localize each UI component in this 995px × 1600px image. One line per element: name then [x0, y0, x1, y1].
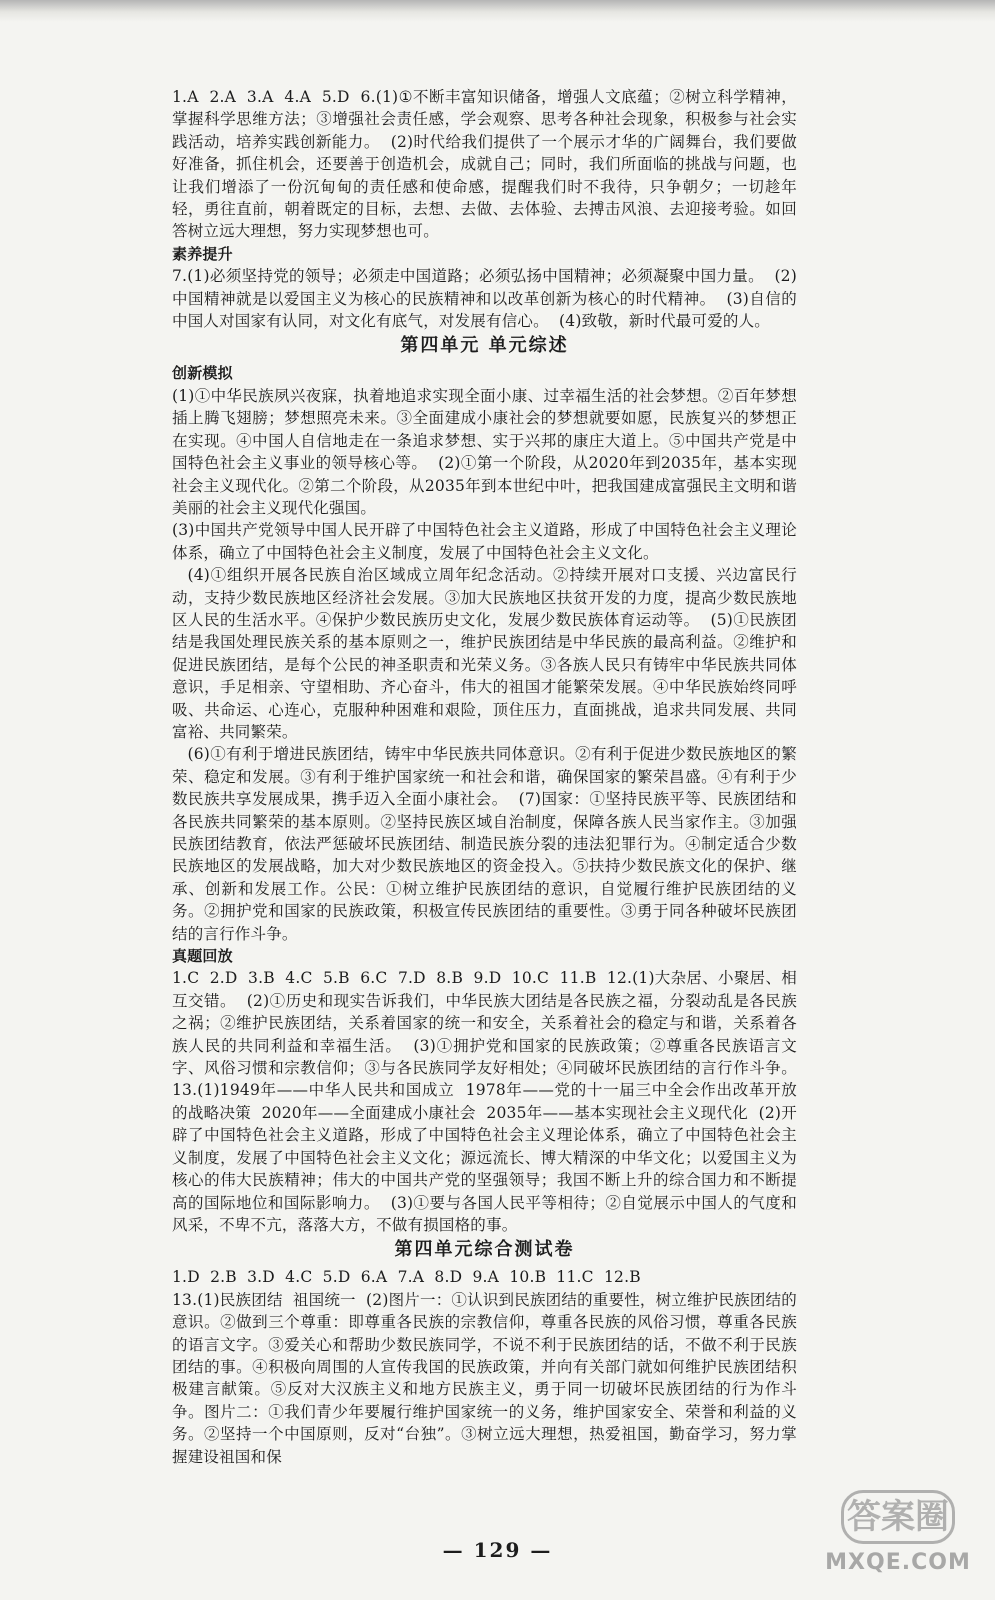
subheading-zhenti: 真题回放 — [172, 947, 233, 966]
section-title-unit4-test: 第四单元综合测试卷 — [394, 1239, 575, 1261]
subheading-chuangxin: 创新模拟 — [172, 364, 233, 383]
paragraph: (6)①有利于增进民族团结，铸牢中华民族共同体意识。②有利于促进少数民族地区的繁荣、稳定和发展。③有利于维护国家统一和社会和谐，确保国家的繁荣昌盛。④有利于少数民族共享发展成果，携手迈入全面小康社会。 (7)国家：①坚持民族平等、民族团结和各民族共同繁荣的基本原则。②坚持民族区域自治制度，保障各族人民当家作主。③加强民族团结教育，依法严惩破坏民族团结、制造民族分裂的违法犯罪行为。④制定适合少数民族地区的发展战略，加大对少数民族地区的资金投入。⑤扶持少数民族文化的保护、继承、创新和发展工作。公民：①树立维护民族团结的意识，自觉履行维护民族团结的义务。②拥护党和国家的民族政策，积极宣传民族团结的重要性。③勇于同各种破坏民族团结的言行作斗争。 — [172, 745, 797, 943]
paragraph: 1.A 2.A 3.A 4.A 5.D 6.(1)①不断丰富知识储备，增强人文底蕴；②树立科学精神，掌握科学思维方法；③增强社会责任感，学会观察、思考各种社会现象，积极参与社会实践活动，培养实践创新能力。 (2)时代给我们提供了一个展示才华的广阔舞台，我们要做好准备，抓住机会，还要善于创造机会，成就自己；同时，我们所面临的挑战与问题，也让我们增添了一份沉甸甸的责任感和使命感，提醒我们时不我待，只争朝夕；一切趁年轻，勇往直前，朝着既定的目标，去想、去做、去体验、去搏击风浪、去迎接考验。如回答树立远大理想，努力实现梦想也可。 — [172, 88, 797, 241]
paragraph: (4)①组织开展各民族自治区域成立周年纪念活动。②持续开展对口支援、兴边富民行动，支持少数民族地区经济社会发展。③加大民族地区扶贫开发的力度，提高少数民族地区人民的生活水平。④保护少数民族历史文化，发展少数民族体育运动等。 (5)①民族团结是我国处理民族关系的基本原则之一，维护民族团结是中华民族的最高利益。②维护和促进民族团结，是每个公民的神圣职责和光荣义务。③各族人民只有铸牢中华民族共同体意识，手足相亲、守望相助、齐心奋斗，伟大的祖国才能繁荣发展。④中华民族始终同呼吸、共命运、心连心，克服种种困难和艰险，顶住压力，直面挑战，追求共同发展、共同富裕、共同繁荣。 — [172, 566, 797, 741]
watermark-url: MXQE.COM — [825, 1550, 971, 1575]
paragraph: 7.(1)必须坚持党的领导；必须走中国道路；必须弘扬中国精神；必须凝聚中国力量。 (2)中国精神就是以爱国主义为核心的民族精神和以改革创新为核心的时代精神。 (3)自信的中国人对国家有认同，对文化有底气，对发展有信心。 (4)致敬，新时代最可爱的人。 — [172, 267, 797, 331]
subheading-suyang: 素养提升 — [172, 244, 233, 263]
paragraph: 1.C 2.D 3.B 4.C 5.B 6.C 7.D 8.B 9.D 10.C 11.B 12.(1)大杂居、小聚居、相互交错。 (2)①历史和现实告诉我们，中华民族大团结是各民族之福，分裂动乱是各民族之祸；②维护民族团结，关系着国家的统一和安全，关系着社会的稳定与和谐，关系着各族人民的共同利益和幸福生活。 (3)①拥护党和国家的民族政策；②尊重各民族语言文字、风俗习惯和宗教信仰；③与各民族同学友好相处；④同破坏民族团结的言行作斗争。 13.(1)1949年——中华人民共和国成立 1978年——党的十一届三中全会作出改革开放的战略决策 2020年——全面建成小康社会 2035年——基本实现社会主义现代化 (2)开辟了中国特色社会主义道路，形成了中国特色社会主义理论体系，确立了中国特色社会主义制度，发展了中国特色社会主义文化；源远流长、博大精深的中华文化；以爱国主义为核心的伟大民族精神；伟大的中国共产党的坚强领导；我国不断上升的综合国力和不断提高的国际地位和国际影响力。 (3)①要与各国人民平等相待；②自觉展示中国人的气度和风采，不卑不亢，落落大方，不做有损国格的事。 — [172, 969, 808, 1234]
paragraph: (1)①中华民族夙兴夜寐，执着地追求实现全面小康、过幸福生活的社会梦想。②百年梦想插上腾飞翅膀；梦想照亮未来。③全面建成小康社会的梦想就要如愿，民族复兴的梦想正在实现。④中国人自信地走在一条追求梦想、实于兴邦的康庄大道上。⑤中国共产党是中国特色社会主义事业的领导核心等。 (2)①第一个阶段，从2020年到2035年，基本实现社会主义现代化。②第二个阶段，从2035年到本世纪中叶，把我国建成富强民主文明和谐美丽的社会主义现代化强国。 — [172, 386, 797, 517]
paragraph: 1.D 2.B 3.D 4.C 5.D 6.A 7.A 8.D 9.A 10.B 11.C 12.B — [172, 1268, 641, 1287]
paragraph: 13.(1)民族团结 祖国统一 (2)图片一：①认识到民族团结的重要性，树立维护民族团结的意识。②做到三个尊重：即尊重各民族的宗教信仰，尊重各民族的风俗习惯，尊重各民族的语言文字。③爱关心和帮助少数民族同学，不说不利于民族团结的话，不做不利于民族团结的事。④积极向周围的人宣传我国的民族政策，并向有关部门就如何维护民族团结积极建言献策。⑤反对大汉族主义和地方民族主义，勇于同一切破坏民族团结的行为作斗争。图片二：①我们青少年要履行维护国家统一的义务，维护国家安全、荣誉和利益的义务。②坚持一个中国原则，反对“台独”。③树立远大理想，热爱祖国，勤奋学习，努力掌握建设祖国和保 — [172, 1290, 797, 1466]
paragraph: (3)中国共产党领导中国人民开辟了中国特色社会主义道路，形成了中国特色社会主义理论体系，确立了中国特色社会主义制度，发展了中国特色社会主义文化。 — [172, 521, 797, 562]
page-top-shadow — [0, 0, 995, 22]
watermark-logo-icon: 答案圈 — [841, 1490, 955, 1544]
answer-content — [172, 86, 808, 1468]
page-number: — 129 — — [442, 1538, 553, 1562]
section-title-unit4-review: 第四单元 单元综述 — [400, 335, 569, 357]
watermark — [823, 1490, 973, 1582]
